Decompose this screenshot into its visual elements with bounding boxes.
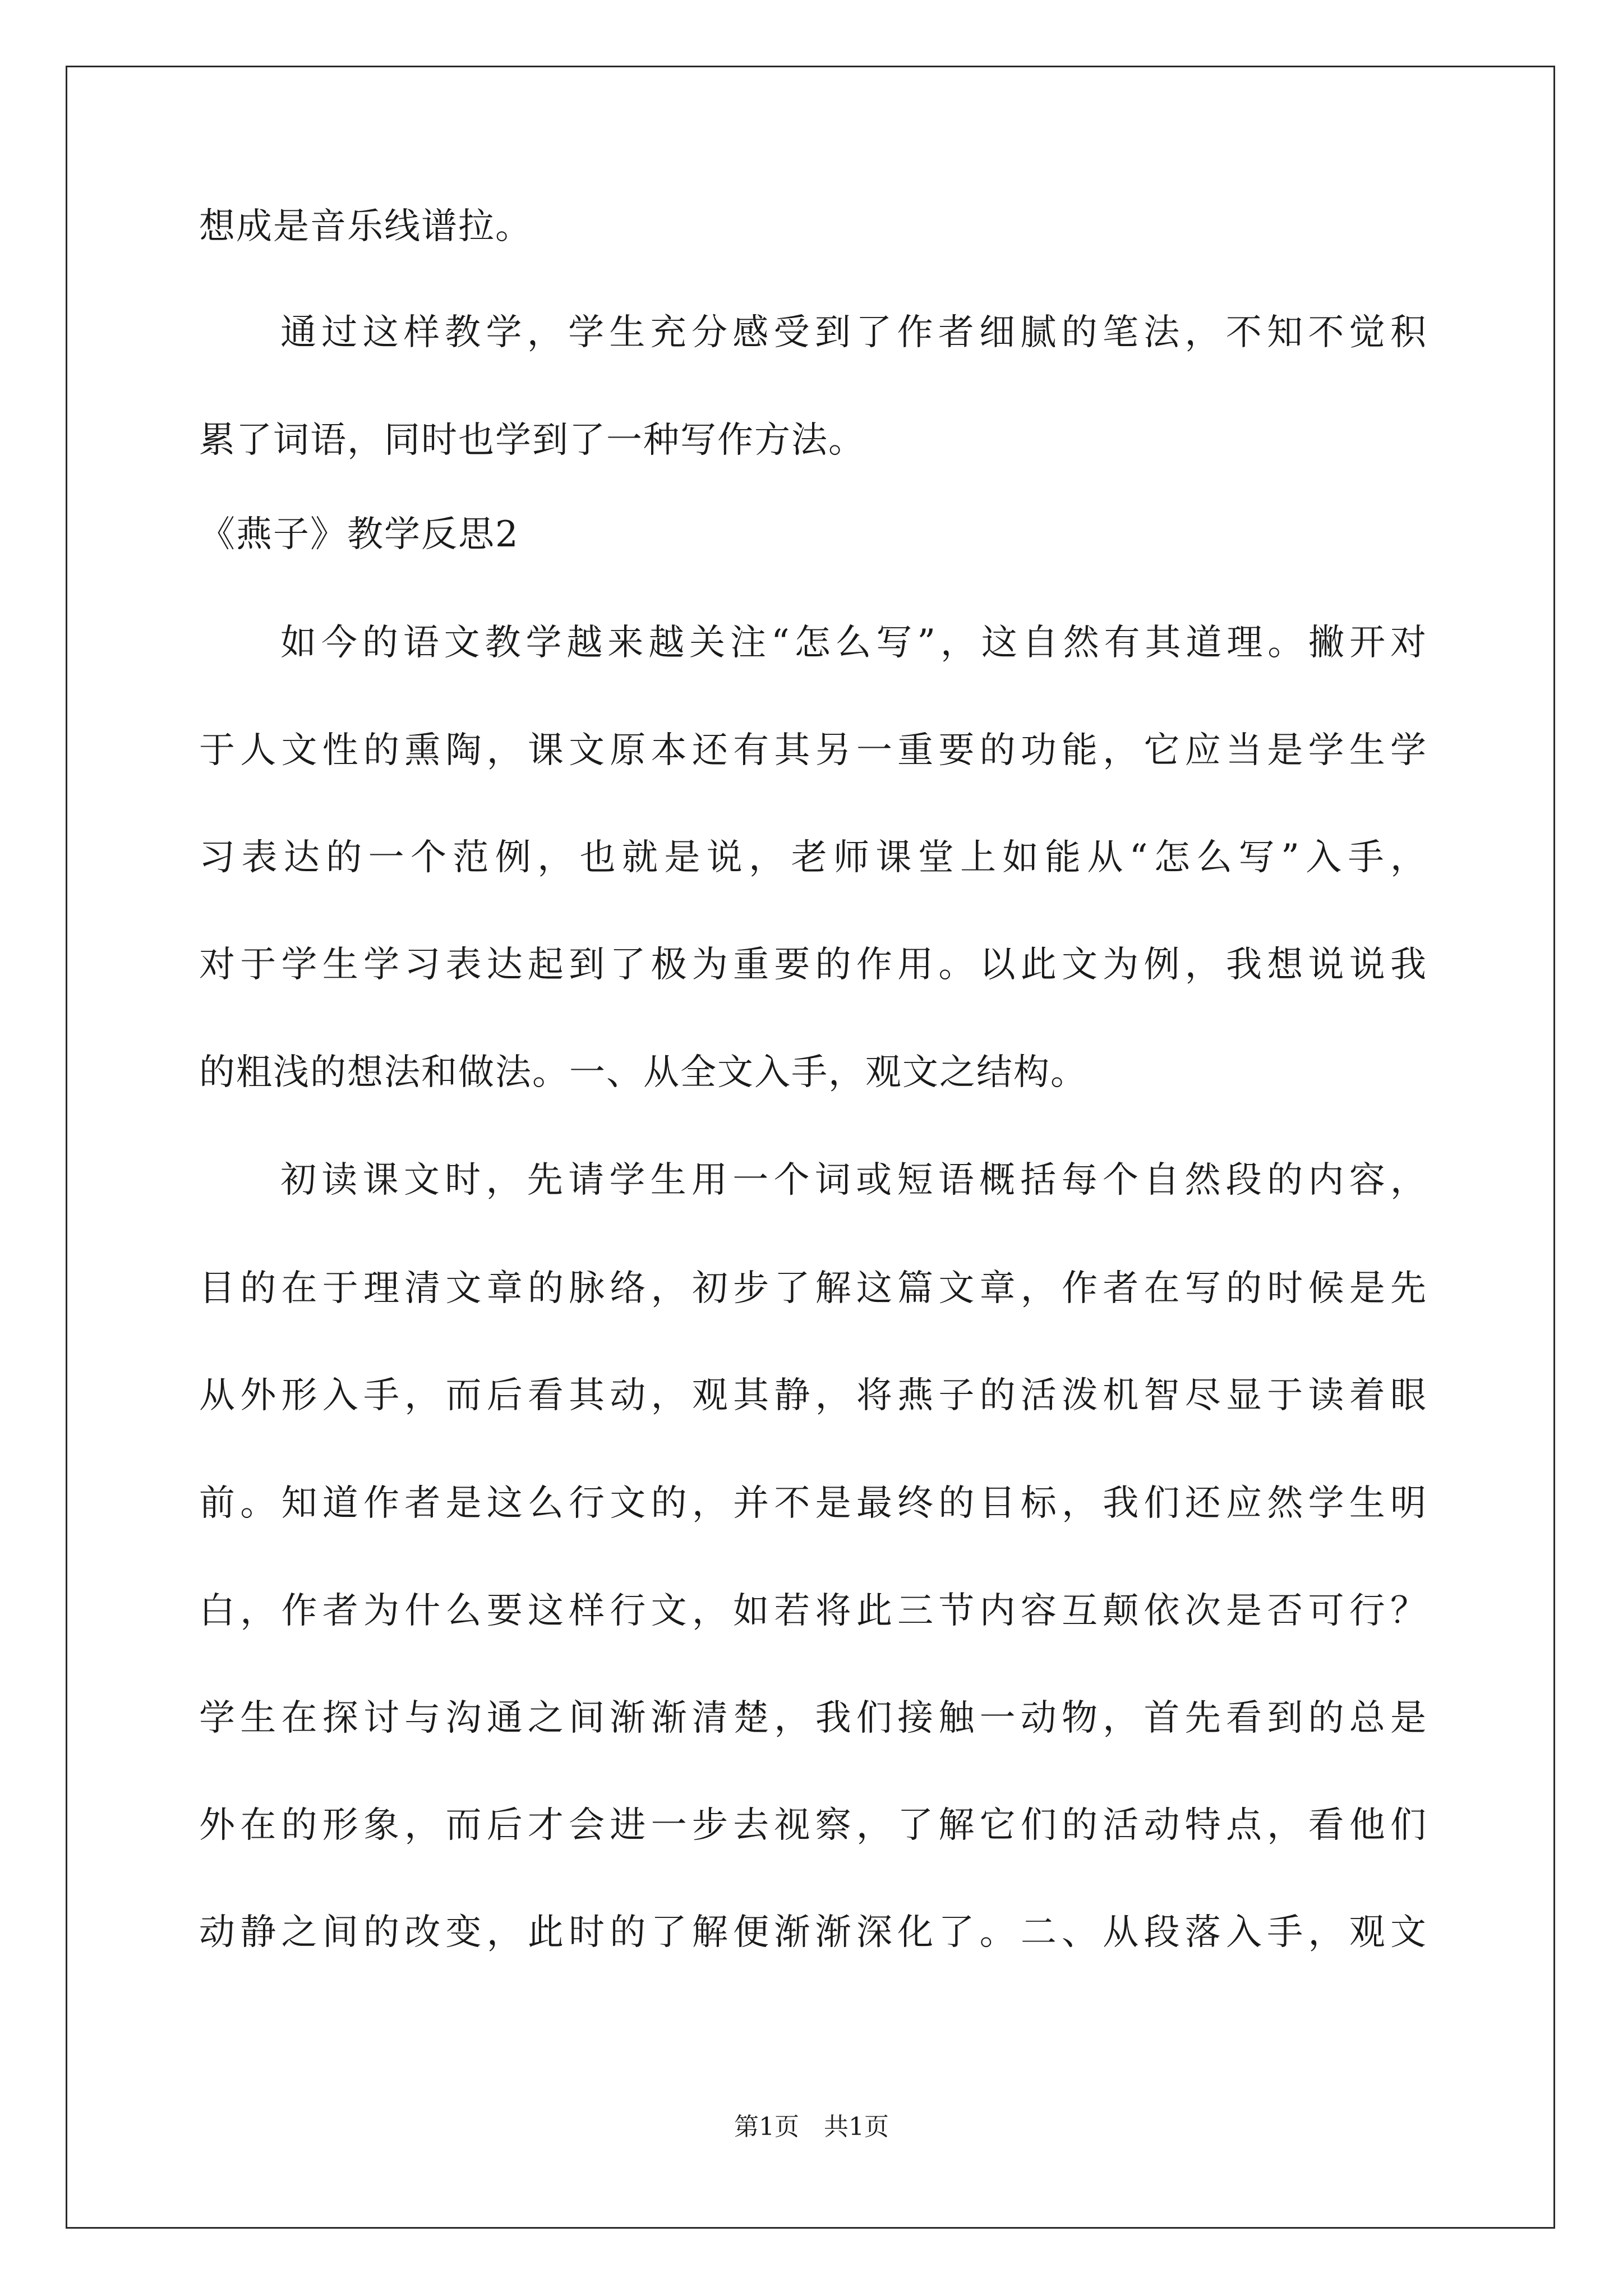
page-footer: 第1页 共1页 bbox=[734, 2113, 889, 2141]
text-line-7: 习表达的一个范例，也就是说，老师课堂上如能从“怎么写”入手， bbox=[199, 837, 1427, 878]
text-line-6: 于人文性的熏陶，课文原本还有其另一重要的功能，它应当是学生学 bbox=[199, 730, 1427, 771]
text-line-12: 从外形入手，而后看其动，观其静，将燕子的活泼机智尽显于读着眼 bbox=[199, 1375, 1427, 1416]
text-line-1: 想成是音乐线谱拉。 bbox=[199, 206, 532, 247]
text-line-14: 白，作者为什么要这样行文，如若将此三节内容互颠依次是否可行？ bbox=[199, 1590, 1427, 1632]
text-line-2: 通过这样教学，学生充分感受到了作者细腻的笔法，不知不觉积 bbox=[280, 312, 1427, 353]
text-line-3: 累了词语，同时也学到了一种写作方法。 bbox=[199, 420, 865, 461]
text-line-9: 的粗浅的想法和做法。一、从全文入手，观文之结构。 bbox=[199, 1052, 1087, 1093]
section-heading: 《燕子》教学反思2 bbox=[199, 514, 519, 555]
text-line-15: 学生在探讨与沟通之间渐渐清楚，我们接触一动物，首先看到的总是 bbox=[199, 1697, 1427, 1739]
text-line-16: 外在的形象，而后才会进一步去视察，了解它们的活动特点，看他们 bbox=[199, 1805, 1427, 1846]
page-border bbox=[66, 66, 1555, 2229]
text-line-17: 动静之间的改变，此时的了解便渐渐深化了。二、从段落入手，观文 bbox=[199, 1912, 1427, 1953]
text-line-10: 初读课文时，先请学生用一个词或短语概括每个自然段的内容， bbox=[280, 1159, 1427, 1201]
text-line-8: 对于学生学习表达起到了极为重要的作用。以此文为例，我想说说我 bbox=[199, 944, 1427, 986]
text-line-11: 目的在于理清文章的脉络，初步了解这篇文章，作者在写的时候是先 bbox=[199, 1268, 1427, 1309]
text-line-13: 前。知道作者是这么行文的，并不是最终的目标，我们还应然学生明 bbox=[199, 1483, 1427, 1524]
text-line-5: 如今的语文教学越来越关注“怎么写”，这自然有其道理。撇开对 bbox=[280, 622, 1427, 664]
